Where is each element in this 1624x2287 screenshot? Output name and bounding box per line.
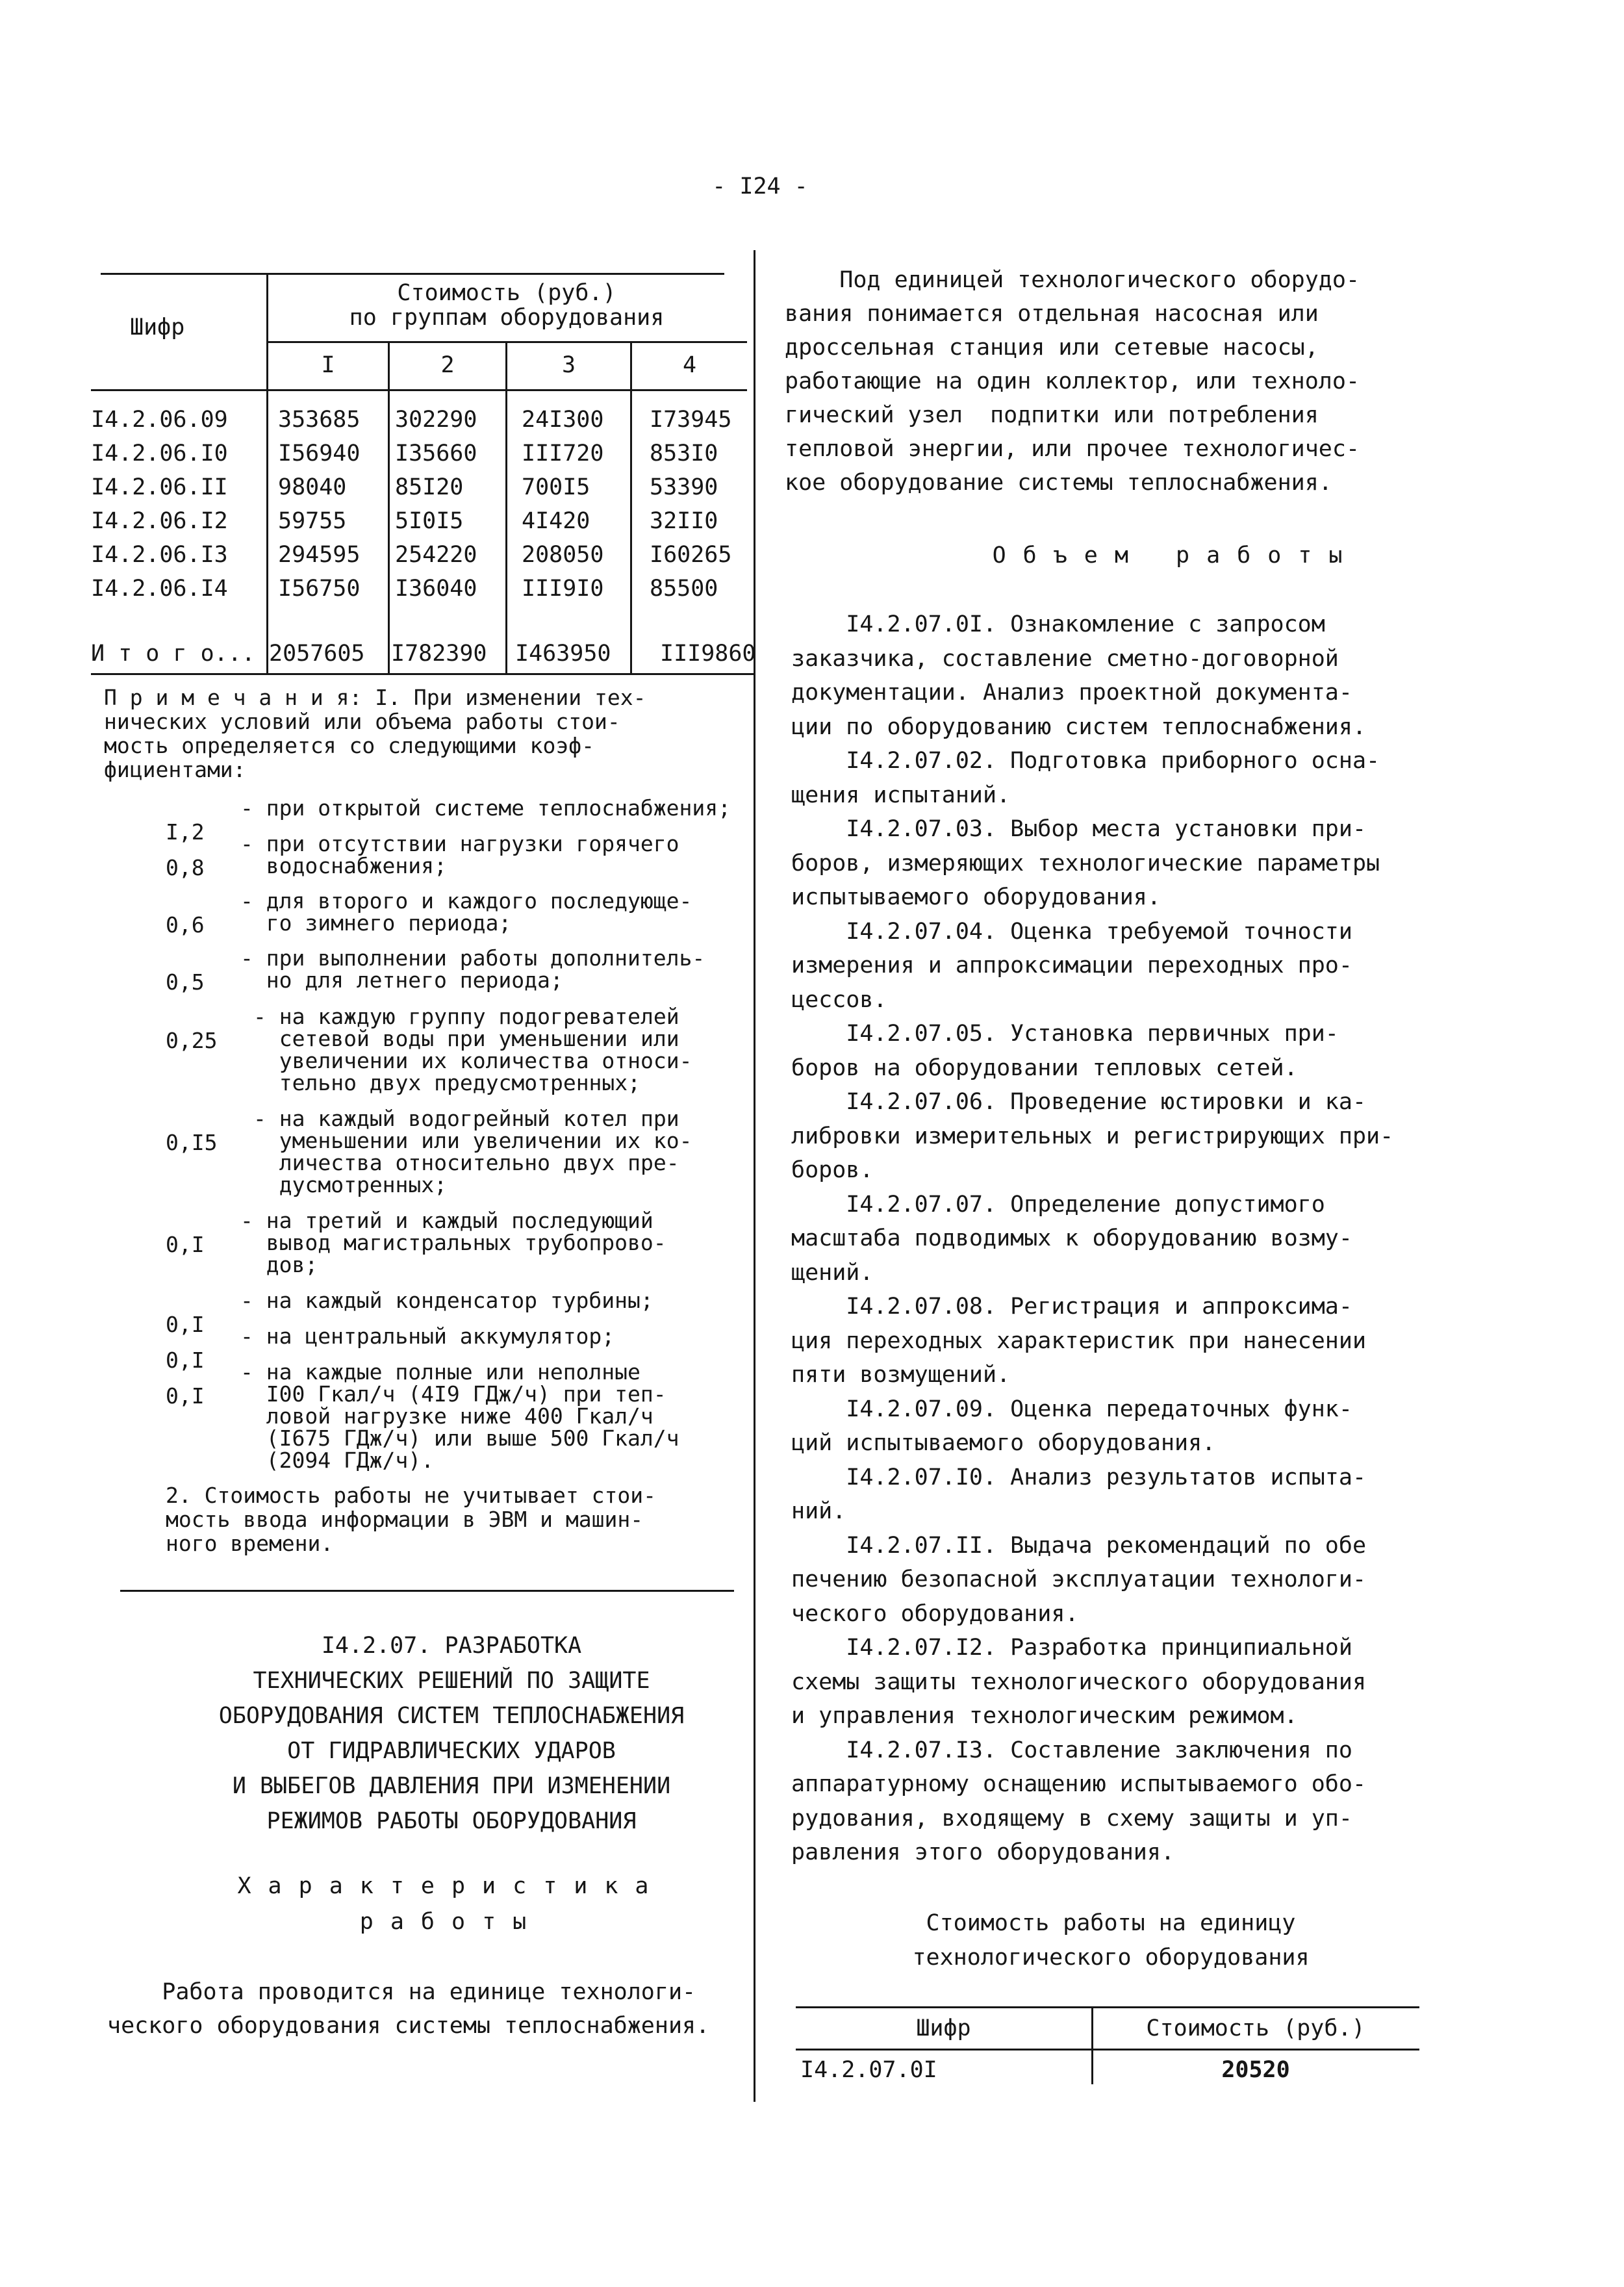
row-value: I60265	[650, 542, 732, 568]
section-title-line: И ВЫБЕГОВ ДАВЛЕНИЯ ПРИ ИЗМЕНЕНИИ	[232, 1773, 671, 1799]
table-header-code: Шифр	[130, 314, 185, 340]
total-value: III9860	[660, 641, 756, 667]
row-value: 294595	[278, 542, 361, 568]
scope-line: масштаба подводимых к оборудованию возму-	[791, 1225, 1352, 1251]
scope-line: I4.2.07.I2. Разработка принципиальной	[791, 1635, 1352, 1661]
scope-line: ческого оборудования.	[791, 1600, 1079, 1627]
notes-intro-line: мость определяется со следующими коэф-	[104, 733, 594, 758]
scope-line: I4.2.07.04. Оценка требуемой точности	[791, 918, 1352, 945]
scope-line: либровки измерительных и регистрирующих при-	[791, 1123, 1394, 1149]
coefficient-value: 0,I	[166, 1348, 205, 1373]
characteristic-text-line: Работа проводится на единице технологи-	[107, 1979, 696, 2005]
coefficient-value: 0,I	[166, 1383, 205, 1409]
section-title-line: ТЕХНИЧЕСКИХ РЕШЕНИЙ ПО ЗАЩИТЕ	[253, 1668, 650, 1694]
coefficient-text: уменьшении или увеличении их ко-	[253, 1128, 692, 1153]
row-code: I4.2.06.I2	[91, 508, 228, 534]
scope-line: боров на оборудовании тепловых сетей.	[791, 1054, 1298, 1081]
row-value: 353685	[278, 407, 361, 433]
characteristic-heading: Характеристика	[237, 1873, 666, 1899]
table-group-header: 4	[682, 352, 697, 378]
coefficient-text: увеличении их количества относи-	[253, 1048, 692, 1073]
coefficient-text: I00 Гкал/ч (4I9 ГДж/ч) при теп-	[240, 1381, 666, 1407]
body-line: вания понимается отдельная насосная или	[785, 301, 1319, 327]
characteristic-text-line: ческого оборудования системы теплоснабжения.	[107, 2013, 710, 2039]
table-col-divider-4	[630, 341, 632, 673]
table-bottom-rule	[91, 673, 754, 675]
coefficient-text: - на центральный аккумулятор;	[240, 1323, 615, 1349]
coefficient-text: - на каждый водогрейный котел при	[253, 1106, 679, 1131]
row-value: 302290	[395, 407, 477, 433]
characteristic-heading: работы	[359, 1909, 544, 1935]
coefficient-value: 0,I	[166, 1232, 205, 1257]
row-value: 85I20	[395, 474, 464, 500]
scope-line: I4.2.07.05. Установка первичных при-	[791, 1021, 1339, 1047]
note2-line: ного времени.	[166, 1531, 334, 1556]
coefficient-text: го зимнего периода;	[240, 910, 512, 936]
coefficient-value: 0,I	[166, 1312, 205, 1337]
coefficient-text: тельно двух предусмотренных;	[253, 1070, 641, 1095]
section-title-line: ОТ ГИДРАВЛИЧЕСКИХ УДАРОВ	[287, 1738, 616, 1764]
scope-line: ции по оборудованию систем теплоснабжения.	[791, 713, 1367, 740]
scope-line: схемы защиты технологического оборудования	[791, 1668, 1367, 1695]
coefficient-text: водоснабжения;	[240, 853, 447, 878]
coefficient-text: - на третий и каждый последующий	[240, 1208, 653, 1233]
coefficient-value: I,2	[166, 819, 205, 845]
coefficient-text: дусмотренных;	[253, 1172, 448, 1197]
scope-line: испытываемого оборудования.	[791, 884, 1161, 910]
scope-heading: Объем работы	[992, 543, 1360, 569]
notes-intro-line: нических условий или объема работы стои-	[104, 709, 620, 734]
table-col-divider-3	[505, 341, 507, 673]
coefficient-text: дов;	[240, 1252, 318, 1277]
row-value: 59755	[278, 508, 347, 534]
total-value: I782390	[391, 641, 487, 667]
row-value: 254220	[395, 542, 477, 568]
notes-intro-line: фициентами:	[104, 757, 246, 782]
row-value: I35660	[395, 441, 477, 466]
table2-row-code: I4.2.07.0I	[800, 2057, 937, 2083]
coefficient-value: 0,5	[166, 969, 205, 995]
coefficient-text: личества относительно двух пре-	[253, 1150, 679, 1175]
row-value: 4I420	[522, 508, 590, 534]
body-line: Под единицей технологического оборудо-	[785, 267, 1360, 293]
coefficient-text: ловой нагрузке ниже 400 Гкал/ч	[240, 1403, 653, 1429]
scope-line: I4.2.07.07. Определение допустимого	[791, 1191, 1325, 1218]
scope-line: I4.2.07.0I. Ознакомление с запросом	[791, 611, 1325, 637]
coefficient-value: 0,6	[166, 912, 205, 938]
coefficient-text: (I675 ГДж/ч) или выше 500 Гкал/ч	[240, 1425, 679, 1451]
row-value: 85500	[650, 576, 718, 602]
row-value: 5I0I5	[395, 508, 464, 534]
note2-line: 2. Стоимость работы не учитывает стои-	[166, 1483, 656, 1508]
row-value: 208050	[522, 542, 604, 568]
scope-line: печению безопасной эксплуатации технологи-	[791, 1566, 1367, 1592]
coefficient-text: сетевой воды при уменьшении или	[253, 1026, 679, 1051]
scope-line: I4.2.07.I0. Анализ результатов испыта-	[791, 1464, 1367, 1490]
scope-line: I4.2.07.II. Выдача рекомендаций по обе	[791, 1532, 1367, 1559]
scope-line: документации. Анализ проектной документа-	[791, 680, 1352, 706]
table2-header-rule	[796, 2049, 1419, 2051]
body-line: кое оборудование системы теплоснабжения.	[785, 470, 1332, 496]
scope-line: I4.2.07.08. Регистрация и аппроксима-	[791, 1294, 1352, 1320]
table2-header-cost: Стоимость (руб.)	[1146, 2015, 1365, 2041]
section-title-line: РЕЖИМОВ РАБОТЫ ОБОРУДОВАНИЯ	[266, 1808, 637, 1834]
coefficient-value: 0,25	[166, 1028, 218, 1053]
row-value: I56750	[278, 576, 361, 602]
scope-line: щения испытаний.	[791, 782, 1011, 808]
scope-line: ция переходных характеристик при нанесении	[791, 1327, 1367, 1354]
scope-line: аппаратурному оснащению испытываемого обо-	[791, 1771, 1367, 1797]
row-value: 32II0	[650, 508, 718, 534]
coefficient-value: 0,8	[166, 855, 205, 880]
scope-line: боров, измеряющих технологические параметры	[791, 850, 1380, 876]
row-value: I56940	[278, 441, 361, 466]
coefficient-text: - при выполнении работы дополнитель-	[240, 945, 705, 971]
row-code: I4.2.06.II	[91, 474, 228, 500]
scope-line: щений.	[791, 1259, 874, 1286]
row-value: 700I5	[522, 474, 590, 500]
row-code: I4.2.06.09	[91, 407, 228, 433]
table-col-divider-1	[266, 273, 268, 673]
table2-top-rule	[796, 2006, 1419, 2008]
scope-line: пяти возмущений.	[791, 1362, 1011, 1388]
scope-line: заказчика, составление сметно-договорной	[791, 645, 1339, 672]
table-col-divider-2	[388, 341, 390, 673]
row-value: 24I300	[522, 407, 604, 433]
cost-caption: технологического оборудования	[912, 1945, 1310, 1971]
table-header-cost-line2: по группам оборудования	[349, 305, 665, 331]
total-value: 2057605	[269, 641, 365, 667]
coefficient-text: - на каждый конденсатор турбины;	[240, 1288, 653, 1313]
total-label: И т о г о...	[91, 641, 255, 667]
table-header-cost-line1: Стоимость (руб.)	[397, 280, 616, 306]
scope-line: I4.2.07.02. Подготовка приборного осна-	[791, 748, 1380, 774]
scope-line: рудования, входящему в схему защиты и уп-	[791, 1805, 1352, 1832]
row-value: III9I0	[522, 576, 604, 602]
body-line: гический узел подпитки или потребления	[785, 402, 1319, 428]
coefficient-text: - на каждую группу подогревателей	[253, 1004, 679, 1029]
row-code: I4.2.06.I4	[91, 576, 228, 602]
scope-line: измерения и аппроксимации переходных про-	[791, 952, 1352, 978]
note2-line: мость ввода информации в ЭВМ и машин-	[166, 1507, 644, 1532]
section-title-line: ОБОРУДОВАНИЯ СИСТЕМ ТЕПЛОСНАБЖЕНИЯ	[218, 1703, 685, 1729]
table-group-header: 3	[561, 352, 576, 378]
row-value: 98040	[278, 474, 347, 500]
notes-intro-line: П р и м е ч а н и я: I. При изменении тех-	[104, 685, 646, 710]
page-number: - I24 -	[712, 173, 808, 199]
coefficient-text: но для летнего периода;	[240, 967, 563, 993]
coefficient-text: вывод магистральных трубопрово-	[240, 1230, 666, 1255]
row-value: III720	[522, 441, 604, 466]
body-line: работающие на один коллектор, или техноло-	[785, 368, 1360, 394]
scope-line: I4.2.07.03. Выбор места установки при-	[791, 816, 1367, 842]
row-value: I73945	[650, 407, 732, 433]
body-line: тепловой энергии, или прочее технологичес-	[785, 436, 1360, 462]
coefficient-text: (2094 ГДж/ч).	[240, 1448, 435, 1473]
total-value: I463950	[515, 641, 611, 667]
table-top-rule	[101, 273, 724, 275]
coefficient-text: - при отсутствии нагрузки горячего	[240, 831, 679, 856]
table-group-header: I	[321, 352, 335, 378]
scope-line: I4.2.07.I3. Составление заключения по	[791, 1737, 1352, 1763]
section-title-line: I4.2.07. РАЗРАБОТКА	[321, 1633, 582, 1659]
scope-line: цессов.	[791, 986, 887, 1013]
scope-line: боров.	[791, 1157, 874, 1183]
coefficient-text: - для второго и каждого последующе-	[240, 888, 692, 914]
scope-line: и управления технологическим режимом.	[791, 1703, 1298, 1729]
table-group-header: 2	[440, 352, 455, 378]
cost-caption: Стоимость работы на единицу	[926, 1910, 1296, 1936]
scope-line: ний.	[791, 1498, 846, 1524]
section-separator	[120, 1590, 734, 1592]
row-value: I36040	[395, 576, 477, 602]
row-code: I4.2.06.I0	[91, 441, 228, 466]
table2-row-value: 20520	[1221, 2057, 1290, 2083]
row-code: I4.2.06.I3	[91, 542, 228, 568]
table-header-bottom-rule	[91, 389, 747, 391]
coefficient-text: - на каждые полные или неполные	[240, 1359, 641, 1385]
body-line: дроссельная станция или сетевые насосы,	[785, 335, 1319, 361]
coefficient-text: - при открытой системе теплоснабжения;	[240, 795, 731, 821]
scope-line: I4.2.07.09. Оценка передаточных функ-	[791, 1396, 1352, 1422]
row-value: 853I0	[650, 441, 718, 466]
coefficient-value: 0,I5	[166, 1130, 218, 1155]
scope-line: равления этого оборудования.	[791, 1839, 1175, 1865]
scope-line: I4.2.07.06. Проведение юстировки и ка-	[791, 1089, 1367, 1115]
table2-header-code: Шифр	[916, 2015, 971, 2041]
scope-line: ций испытываемого оборудования.	[791, 1430, 1216, 1456]
row-value: 53390	[650, 474, 718, 500]
